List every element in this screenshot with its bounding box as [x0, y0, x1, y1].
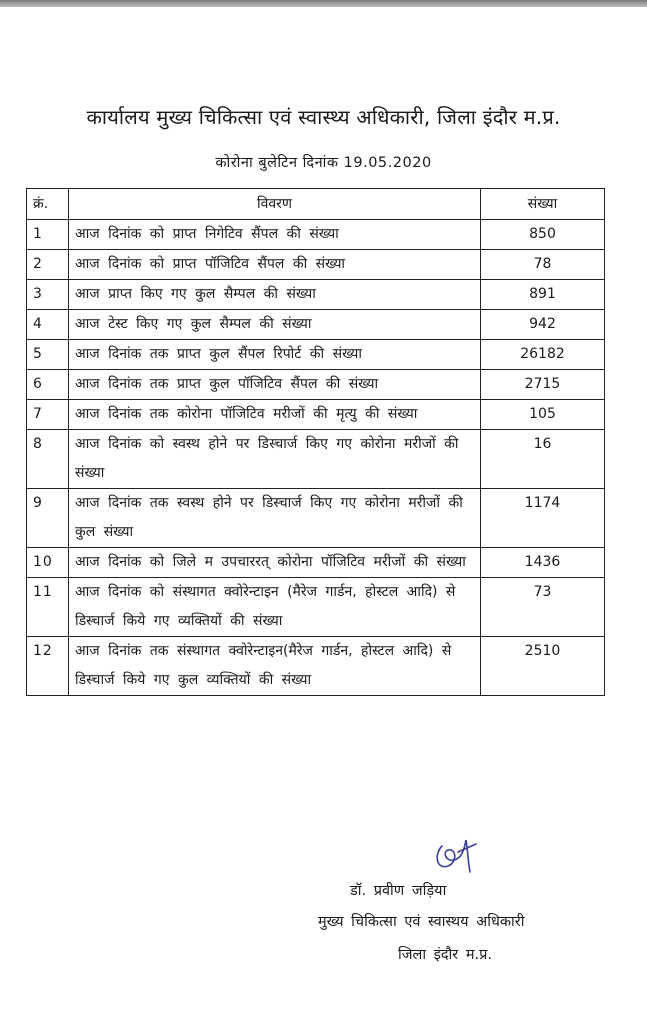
bulletin-date: कोरोना बुलेटिन दिनांक 19.05.2020	[215, 155, 432, 171]
count-cell: 1174	[481, 489, 605, 548]
count-cell: 891	[481, 280, 605, 310]
description-cell: आज दिनांक तक संस्थागत क्वोरेन्टाइन(मैरेज गार्डन, होस्टल आदि) से डिस्चार्ज किये गए कुल व्यक्तियों की संख्या	[69, 637, 481, 696]
top-edge	[0, 0, 647, 7]
table-row	[27, 280, 605, 310]
table-header-row	[27, 189, 605, 220]
count-cell: 73	[481, 578, 605, 637]
serial-cell: 1	[27, 220, 69, 250]
count-cell: 105	[481, 400, 605, 430]
table-row	[27, 578, 605, 637]
count-cell: 2715	[481, 370, 605, 400]
serial-cell: 9	[27, 489, 69, 548]
description-cell: आज दिनांक को प्राप्त निगेटिव सैंपल की संख्या	[69, 220, 481, 250]
description-cell: आज प्राप्त किए गए कुल सैम्पल की संख्या	[69, 280, 481, 310]
column-header-description: विवरण	[69, 189, 481, 220]
description-cell: आज टेस्ट किए गए कुल सैम्पल की संख्या	[69, 310, 481, 340]
table-row	[27, 548, 605, 578]
serial-cell: 10	[27, 548, 69, 578]
count-cell: 16	[481, 430, 605, 489]
serial-cell: 8	[27, 430, 69, 489]
count-cell: 1436	[481, 548, 605, 578]
description-cell: आज दिनांक को प्राप्त पॉजिटिव सैंपल की संख्या	[69, 250, 481, 280]
office-title: कार्यालय मुख्य चिकित्सा एवं स्वास्थ्य अधिकारी, जिला इंदौर म.प्र.	[86, 105, 561, 129]
table-row	[27, 370, 605, 400]
description-cell: आज दिनांक तक स्वस्थ होने पर डिस्चार्ज किए गए कोरोना मरीजों की कुल संख्या	[69, 489, 481, 548]
serial-cell: 2	[27, 250, 69, 280]
count-cell: 942	[481, 310, 605, 340]
description-cell: आज दिनांक तक कोरोना पॉजिटिव मरीजों की मृत्यु की संख्या	[69, 400, 481, 430]
count-cell: 850	[481, 220, 605, 250]
serial-cell: 4	[27, 310, 69, 340]
description-cell: आज दिनांक को जिले म उपचाररत् कोरोना पॉजिटिव मरीजों की संख्या	[69, 548, 481, 578]
table-row	[27, 637, 605, 696]
count-cell: 2510	[481, 637, 605, 696]
column-header-serial: क्रं.	[27, 189, 69, 220]
table-row	[27, 220, 605, 250]
table-row	[27, 489, 605, 548]
signatory-office: जिला इंदौर म.प्र.	[398, 947, 492, 963]
description-cell: आज दिनांक तक प्राप्त कुल सैंपल रिपोर्ट की संख्या	[69, 340, 481, 370]
description-cell: आज दिनांक को संस्थागत क्वोरेन्टाइन (मैरेज गार्डन, होस्टल आदि) से डिस्चार्ज किये गए व्यक्तियों की संख्या	[69, 578, 481, 637]
serial-cell: 11	[27, 578, 69, 637]
serial-cell: 12	[27, 637, 69, 696]
table-row	[27, 430, 605, 489]
serial-cell: 7	[27, 400, 69, 430]
table-row	[27, 310, 605, 340]
column-header-count: संख्या	[481, 189, 605, 220]
table-row	[27, 250, 605, 280]
description-cell: आज दिनांक को स्वस्थ होने पर डिस्चार्ज किए गए कोरोना मरीजों की संख्या	[69, 430, 481, 489]
signatory-designation: मुख्य चिकित्सा एवं स्वास्थय अधिकारी	[318, 914, 525, 930]
description-cell: आज दिनांक तक प्राप्त कुल पॉजिटिव सैंपल की संख्या	[69, 370, 481, 400]
serial-cell: 6	[27, 370, 69, 400]
serial-cell: 5	[27, 340, 69, 370]
table-row	[27, 340, 605, 370]
table-row	[27, 400, 605, 430]
count-cell: 78	[481, 250, 605, 280]
signatory-name: डॉ. प्रवीण जड़िया	[350, 883, 447, 899]
bulletin-table	[26, 188, 605, 696]
count-cell: 26182	[481, 340, 605, 370]
signature-mark	[428, 826, 488, 878]
serial-cell: 3	[27, 280, 69, 310]
